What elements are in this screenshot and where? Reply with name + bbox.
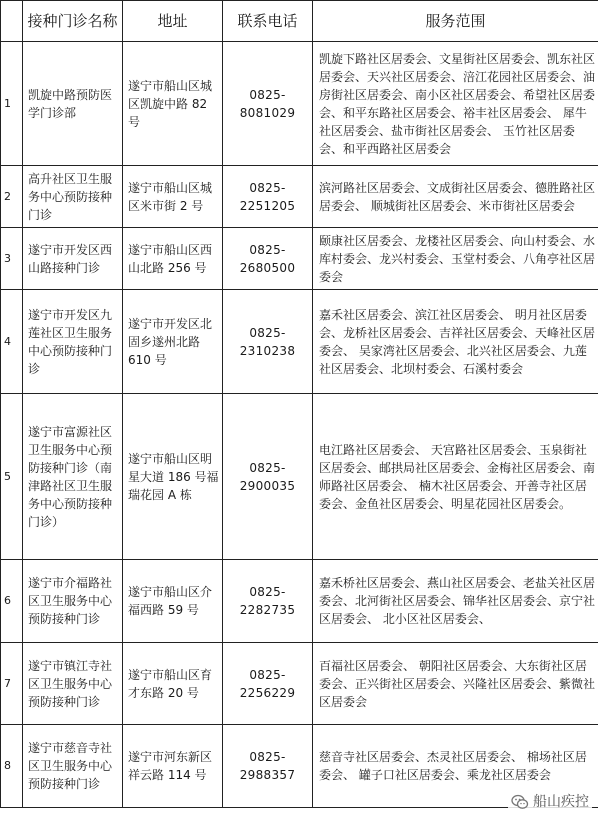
clinic-name: 遂宁市介福路社区卫生服务中心预防接种门诊 [23,560,123,643]
row-number: 2 [1,166,23,228]
clinic-phone: 0825-2282735 [223,560,313,643]
header-address: 地址 [123,1,223,42]
clinic-address: 遂宁市船山区明星大道 186 号福瑞花园 A 栋 [123,394,223,560]
row-number: 7 [1,643,23,725]
clinic-address: 遂宁市船山区城区米市街 2 号 [123,166,223,228]
clinic-name: 遂宁市慈音寺社区卫生服务中心预防接种门诊 [23,725,123,808]
table-row [1,290,598,394]
header-no [1,1,23,42]
service-scope: 颐康社区居委会、龙楼社区居委会、向山村委会、水库村委会、龙兴村委会、玉堂村委会、八角亭社区居委会 [313,228,598,290]
header-name: 接种门诊名称 [23,1,123,42]
wechat-icon [511,793,529,811]
clinic-phone: 0825-2900035 [223,394,313,560]
clinic-address: 遂宁市船山区育才东路 20 号 [123,643,223,725]
table-row [1,560,598,643]
header-scope: 服务范围 [313,1,598,42]
clinic-address: 遂宁市船山区城区凯旋中路 82 号 [123,42,223,166]
clinic-phone: 0825-2251205 [223,166,313,228]
clinic-name: 遂宁市开发区九莲社区卫生服务中心预防接种门诊 [23,290,123,394]
clinic-name: 凯旋中路预防医学门诊部 [23,42,123,166]
clinic-phone: 0825-2310238 [223,290,313,394]
clinic-phone: 0825-2256229 [223,643,313,725]
table-row [1,643,598,725]
clinic-name: 遂宁市开发区西山路接种门诊 [23,228,123,290]
clinic-name: 遂宁市富源社区卫生服务中心预防接种门诊（南津路社区卫生服务中心预防接种门诊） [23,394,123,560]
header-phone: 联系电话 [223,1,313,42]
watermark-text: 船山疾控 [533,794,589,810]
row-number: 1 [1,42,23,166]
table-row [1,42,598,166]
table-row [1,166,598,228]
service-scope: 嘉禾社区居委会、滨江社区居委会、 明月社区居委会、龙桥社区居委会、吉祥社区居委会、天峰社区居委会、 吴家湾社区居委会、北兴社区居委会、九莲社区居委会、北坝村委会、石溪村委会 [313,290,598,394]
service-scope: 凯旋下路社区居委会、文星街社区居委会、凯东社区居委会、天兴社区居委会、涪江花园社区居委会、油房街社区居委会、南小区社区居委会、希望社区居委会、和平东路社区居委会、裕丰社区居委会、 犀牛社区居委会、盐市街社区居委会、 玉竹社区居委会、和平西路社区居委会 [313,42,598,166]
service-scope: 电江路社区居委会、 天宫路社区居委会、玉泉街社区居委会、邮拱局社区居委会、金梅社区居委会、南师路社区居委会、 楠木社区居委会、开善寺社区居委会、金鱼社区居委会、明星花园社区居委会。 [313,394,598,560]
clinic-name: 高升社区卫生服务中心预防接种门诊 [23,166,123,228]
clinic-phone: 0825-2988357 [223,725,313,808]
table-row [1,394,598,560]
row-number: 8 [1,725,23,808]
clinic-phone: 0825-8081029 [223,42,313,166]
row-number: 6 [1,560,23,643]
clinic-address: 遂宁市开发区北固乡遂州北路 610 号 [123,290,223,394]
service-scope: 慈音寺社区居委会、杰灵社区居委会、 棉场社区居委会、 罐子口社区居委会、乘龙社区居委会 [313,725,598,808]
watermark [508,792,592,812]
row-number: 5 [1,394,23,560]
clinic-name: 遂宁市镇江寺社区卫生服务中心预防接种门诊 [23,643,123,725]
row-number: 3 [1,228,23,290]
service-scope: 百福社区居委会、 朝阳社区居委会、大东街社区居委会、正兴街社区居委会、兴隆社区居委会、紫微社区居委会 [313,643,598,725]
service-scope: 嘉禾桥社区居委会、燕山社区居委会、老盐关社区居委会、北河街社区居委会、锦华社区居委会、京宁社区居委会、 北小区社区居委会、 [313,560,598,643]
clinic-address: 遂宁市河东新区祥云路 114 号 [123,725,223,808]
clinic-address: 遂宁市船山区西山北路 256 号 [123,228,223,290]
table-row [1,228,598,290]
row-number: 4 [1,290,23,394]
table-header-row [1,1,598,42]
clinic-phone: 0825-2680500 [223,228,313,290]
clinic-address: 遂宁市船山区介福西路 59 号 [123,560,223,643]
service-scope: 滨河路社区居委会、文成街社区居委会、德胜路社区居委会、 顺城街社区居委会、米市街社区居委会 [313,166,598,228]
